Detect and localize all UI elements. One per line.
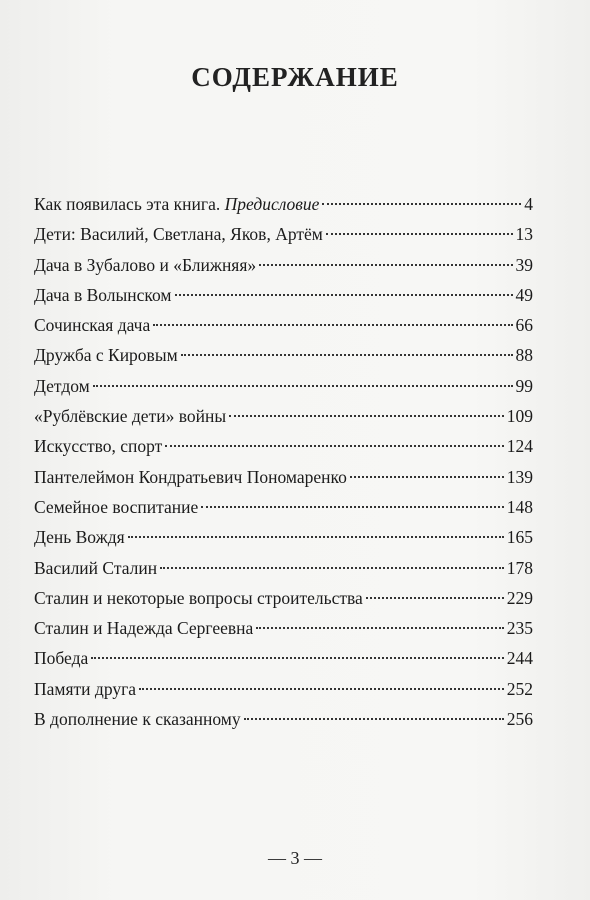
- toc-entry: [34, 219, 533, 249]
- toc-entry: [34, 431, 533, 461]
- dot-leader: [181, 354, 513, 356]
- toc-entry-title-text: В дополнение к сказанному: [34, 709, 241, 730]
- dot-leader: [160, 567, 504, 569]
- toc-entry: [34, 189, 533, 219]
- toc-entry: [34, 340, 533, 370]
- toc-entry: [34, 250, 533, 280]
- toc-entry-title-text: Сталин и некоторые вопросы строительства: [34, 587, 363, 608]
- toc-entry-title-text: Победа: [34, 648, 89, 669]
- dot-leader: [366, 597, 504, 599]
- toc-entry-title: [34, 553, 157, 583]
- dot-leader: [229, 415, 504, 417]
- dot-leader: [91, 657, 503, 659]
- dot-leader: [244, 718, 504, 720]
- toc-entry-title-text: Дети: Василий, Светлана, Яков, Артём: [34, 224, 323, 245]
- dot-leader: [322, 203, 521, 205]
- toc-entry-title: [34, 280, 172, 310]
- toc-entry-title: [34, 643, 88, 673]
- toc-entry: [34, 553, 533, 583]
- toc-entry-page: 148: [506, 496, 533, 517]
- toc-entry-title: [34, 462, 347, 492]
- toc-entry: [34, 371, 533, 401]
- toc-entry: [34, 643, 533, 673]
- toc-entry-title-italic: Предисловие: [224, 194, 320, 214]
- toc-entry-title: [34, 583, 363, 613]
- toc-entry-page: 229: [506, 587, 533, 608]
- toc-entry: [34, 401, 533, 431]
- dot-leader: [256, 627, 503, 629]
- toc-entry: [34, 583, 533, 613]
- toc-entry-page: 4: [524, 194, 533, 214]
- toc-entry-title: [34, 340, 178, 370]
- toc-entry-title: [34, 401, 226, 431]
- toc-entry-title-text: Дача в Зубалово и «Ближняя»: [34, 254, 257, 275]
- dot-leader: [350, 476, 504, 478]
- toc-entry: [34, 280, 533, 310]
- toc-entry-page: 13: [515, 224, 533, 245]
- dot-leader: [93, 385, 513, 387]
- toc-entry-page: 49: [515, 284, 533, 305]
- toc-entry-page: 165: [506, 527, 533, 548]
- toc-entry-title: [34, 250, 256, 280]
- dot-leader: [165, 445, 503, 447]
- dot-leader: [128, 536, 504, 538]
- toc-entry-title: [34, 431, 162, 461]
- toc-entry-title: [34, 492, 198, 522]
- toc-entry-title: [34, 613, 253, 643]
- toc-entry-title-text: Семейное воспитание: [34, 496, 199, 517]
- table-of-contents: [34, 189, 533, 734]
- toc-entry-page: 99: [515, 375, 533, 396]
- toc-entry-title-text: Памяти друга: [34, 678, 137, 699]
- toc-entry-page: 256: [506, 709, 533, 730]
- toc-entry-title-text: Как появилась эта книга.: [34, 194, 225, 214]
- toc-entry-page: 109: [506, 406, 533, 427]
- dot-leader: [201, 506, 503, 508]
- toc-entry-page: 244: [506, 648, 533, 669]
- toc-entry-page: 124: [506, 436, 533, 457]
- toc-entry: [34, 522, 533, 552]
- toc-entry: [34, 310, 533, 340]
- toc-entry-title-text: Искусство, спорт: [34, 436, 163, 457]
- toc-entry-page: 139: [506, 466, 533, 487]
- toc-entry-page: 252: [506, 678, 533, 699]
- toc-entry-page: 66: [515, 315, 533, 336]
- toc-entry: [34, 492, 533, 522]
- toc-entry-page: 178: [506, 557, 533, 578]
- dot-leader: [139, 688, 504, 690]
- toc-entry-title-text: Василий Сталин: [34, 557, 158, 578]
- toc-entry-title: [34, 371, 90, 401]
- page-heading: СОДЕРЖАНИЕ: [191, 62, 399, 92]
- dot-leader: [259, 264, 512, 266]
- toc-entry-title: [34, 310, 150, 340]
- toc-entry-title-text: Дружба с Кировым: [34, 345, 178, 366]
- toc-entry-title-text: «Рублёвские дети» войны: [34, 406, 227, 427]
- toc-entry-title-text: День Вождя: [34, 527, 125, 548]
- dot-leader: [153, 324, 512, 326]
- toc-entry-title-text: Детдом: [34, 375, 90, 396]
- toc-entry-title: [34, 522, 125, 552]
- toc-entry: [34, 613, 533, 643]
- toc-entry-title-text: Пантелеймон Кондратьевич Пономаренко: [34, 466, 347, 487]
- toc-entry-title: [34, 189, 319, 219]
- toc-entry-page: 88: [515, 345, 533, 366]
- toc-entry-page: 39: [515, 254, 533, 275]
- toc-entry: [34, 704, 533, 734]
- toc-entry-page: 235: [506, 618, 533, 639]
- toc-entry: [34, 462, 533, 492]
- dot-leader: [326, 233, 513, 235]
- toc-entry: [34, 674, 533, 704]
- toc-entry-title-text: Сталин и Надежда Сергеевна: [34, 618, 254, 639]
- page-number: — 3 —: [268, 848, 322, 868]
- toc-entry-title-text: Сочинская дача: [34, 315, 151, 336]
- toc-entry-title: [34, 674, 136, 704]
- dot-leader: [175, 294, 513, 296]
- toc-entry-title: [34, 704, 241, 734]
- toc-entry-title: [34, 219, 323, 249]
- toc-entry-title-text: Дача в Волынском: [34, 284, 172, 305]
